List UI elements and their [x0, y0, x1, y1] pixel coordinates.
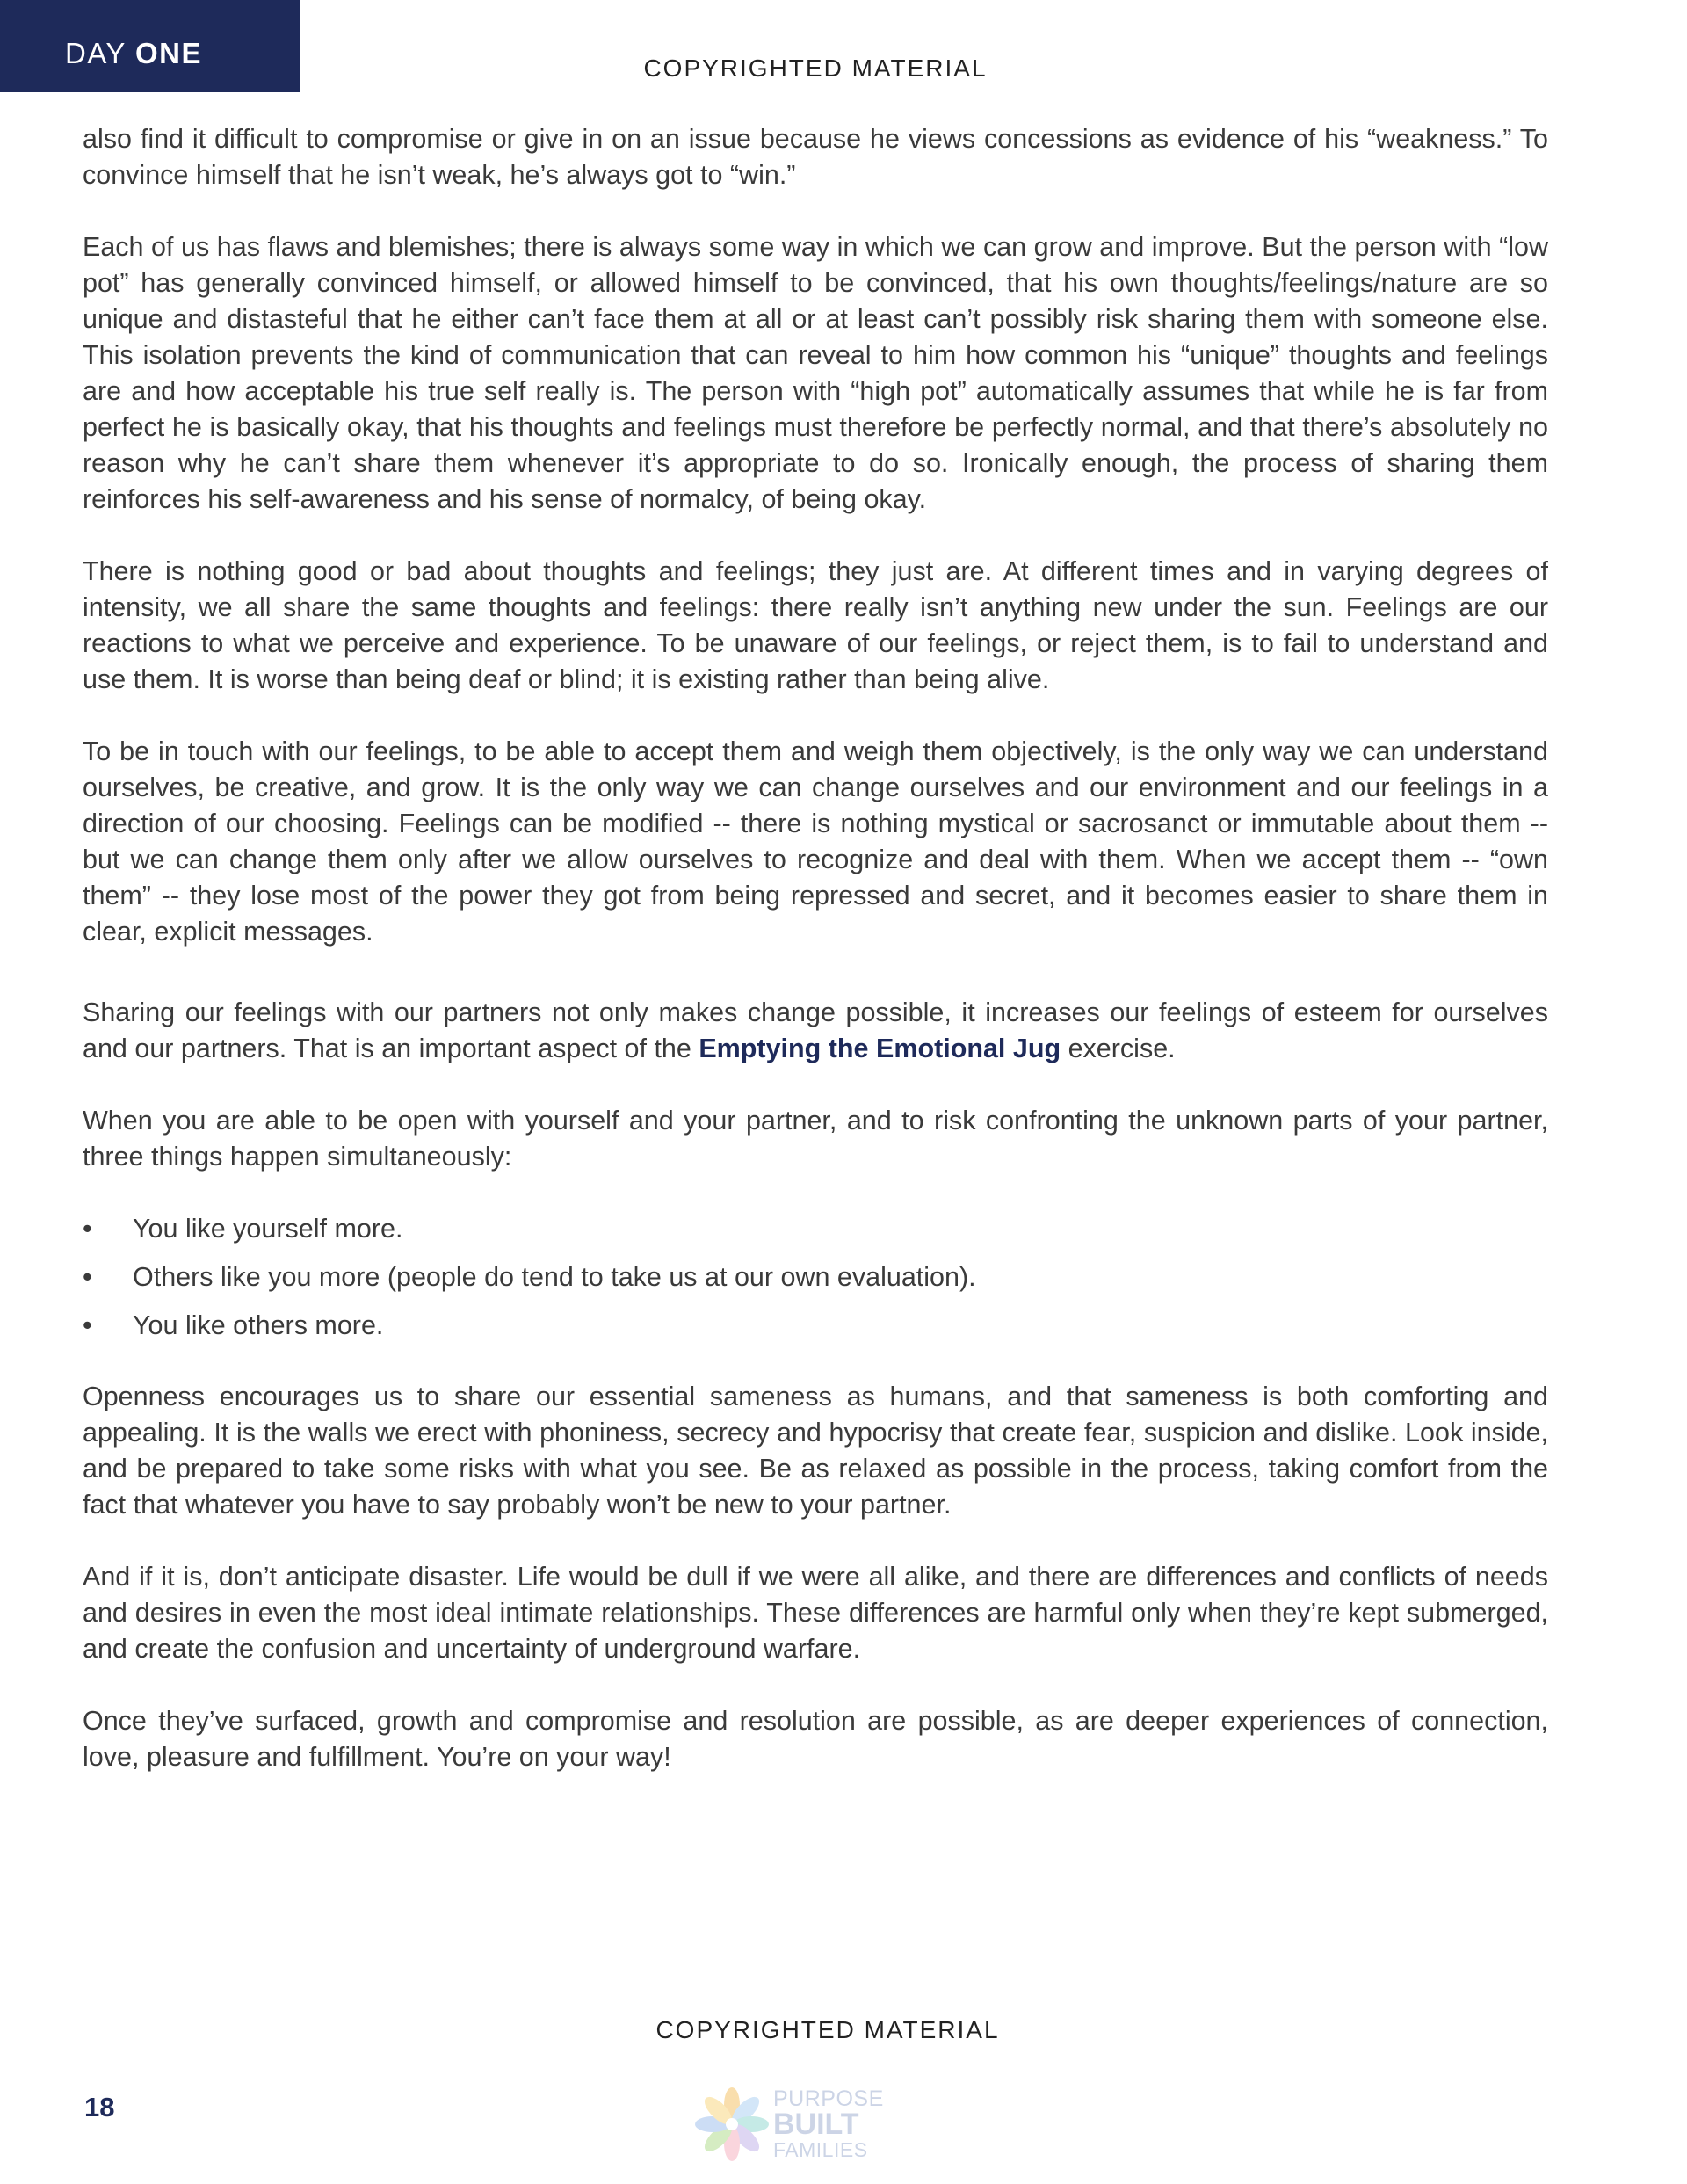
paragraph-5	[83, 995, 1548, 1067]
paragraph-5-text-before: Sharing our feelings with our partners not only makes change possible, it increases our feelings of esteem for ourselves and our partners. That is an important aspect of the	[83, 998, 1548, 1063]
page-number: 18	[84, 2092, 115, 2122]
body-text	[83, 121, 1548, 1811]
running-head-top: COPYRIGHTED MATERIAL	[643, 54, 988, 82]
day-number: ONE	[134, 37, 202, 69]
bullet-marker: •	[83, 1262, 92, 1292]
list-item	[83, 1308, 1548, 1344]
list-item-text: You like others more.	[133, 1310, 384, 1340]
paragraph-4: To be in touch with our feelings, to be able to accept them and weigh them objectively, is the only way we can understand ourselves, be creative, and grow. It is the only way we can change ourselves and our environment and our feelings in a direction of our choosing. Feelings can be modified -- there is nothing mystical or sacrosanct or immutable about them -- but we can change them only after we allow ourselves to recognize and deal with them. When we accept them -- “own them” -- they lose most of the power they got from being repressed and secret, and it becomes easier to share them in clear, explicit messages.	[83, 736, 1548, 947]
day-label: DAY	[65, 37, 127, 69]
list-item-text: Others like you more (people do tend to take us at our own evaluation).	[133, 1262, 976, 1292]
paragraph-9: Once they’ve surfaced, growth and compromise and resolution are possible, as are deeper experiences of connection, love, pleasure and fulfillment. You’re on your way!	[83, 1706, 1548, 1772]
logo-wordmark	[773, 2086, 884, 2162]
paragraph-2: Each of us has flaws and blemishes; there is always some way in which we can grow and improve. But the person with “low pot” has generally convinced himself, or allowed himself to be convinced, that his own thoughts/feelings/nature are so unique and distasteful that he either can’t face them at all or at least can’t possibly risk sharing them with someone else. This isolation prevents the kind of communication that can reveal to him how common his “unique” thoughts and feelings are and how acceptable his true self really is. The person with “high pot” automatically assumes that while he is far from perfect he is basically okay, that his thoughts and feelings must therefore be perfectly normal, and that there’s absolutely no reason why he can’t share them whenever it’s appropriate to do so. Ironically enough, the process of sharing them reinforces his self-awareness and his sense of normalcy, of being okay.	[83, 232, 1548, 514]
list-item-text: You like yourself more.	[133, 1214, 403, 1244]
running-head-bottom: COPYRIGHTED MATERIAL	[655, 2016, 1000, 2043]
exercise-name-emphasis: Emptying the Emotional Jug	[699, 1034, 1061, 1063]
bullet-list	[83, 1211, 1548, 1344]
purpose-built-families-logo	[692, 2085, 884, 2164]
paragraph-3: There is nothing good or bad about thoughts and feelings; they just are. At different times and in varying degrees of intensity, we all share the same thoughts and feelings: there really isn’t anything new under the sun. Feelings are our reactions to what we perceive and experience. To be unaware of our feelings, or reject them, is to fail to understand and use them. It is worse than being deaf or blind; it is existing rather than being alive.	[83, 556, 1548, 694]
logo-line-1: PURPOSE	[773, 2086, 884, 2111]
bullet-marker: •	[83, 1214, 92, 1244]
paragraph-1: also find it difficult to compromise or give in on an issue because he views concessions as evidence of his “weakness.” To convince himself that he isn’t weak, he’s always got to “win.”	[83, 124, 1548, 190]
paragraph-8: And if it is, don’t anticipate disaster. Life would be dull if we were all alike, and there are differences and conflicts of needs and desires in even the most ideal intimate relationships. These differences are harmful only when they’re kept submerged, and create the confusion and uncertainty of underground warfare.	[83, 1562, 1548, 1664]
paragraph-7: Openness encourages us to share our essential sameness as humans, and that sameness is both comforting and appealing. It is the walls we erect with phoniness, secrecy and hypocrisy that create fear, suspicion and dislike. Look inside, and be prepared to take some risks with what you see. Be as relaxed as possible in the process, taking comfort from the fact that whatever you have to say probably won’t be new to your partner.	[83, 1382, 1548, 1520]
list-item	[83, 1259, 1548, 1295]
flower-logo-icon	[692, 2085, 771, 2164]
bullet-marker: •	[83, 1310, 92, 1340]
list-item	[83, 1211, 1548, 1247]
logo-line-2: BUILT	[773, 2108, 859, 2141]
logo-line-3: FAMILIES	[773, 2138, 868, 2161]
paragraph-5-text-after: exercise.	[1061, 1034, 1176, 1063]
paragraph-6: When you are able to be open with yourself and your partner, and to risk confronting the unknown parts of your partner, three things happen simultaneously:	[83, 1106, 1548, 1172]
